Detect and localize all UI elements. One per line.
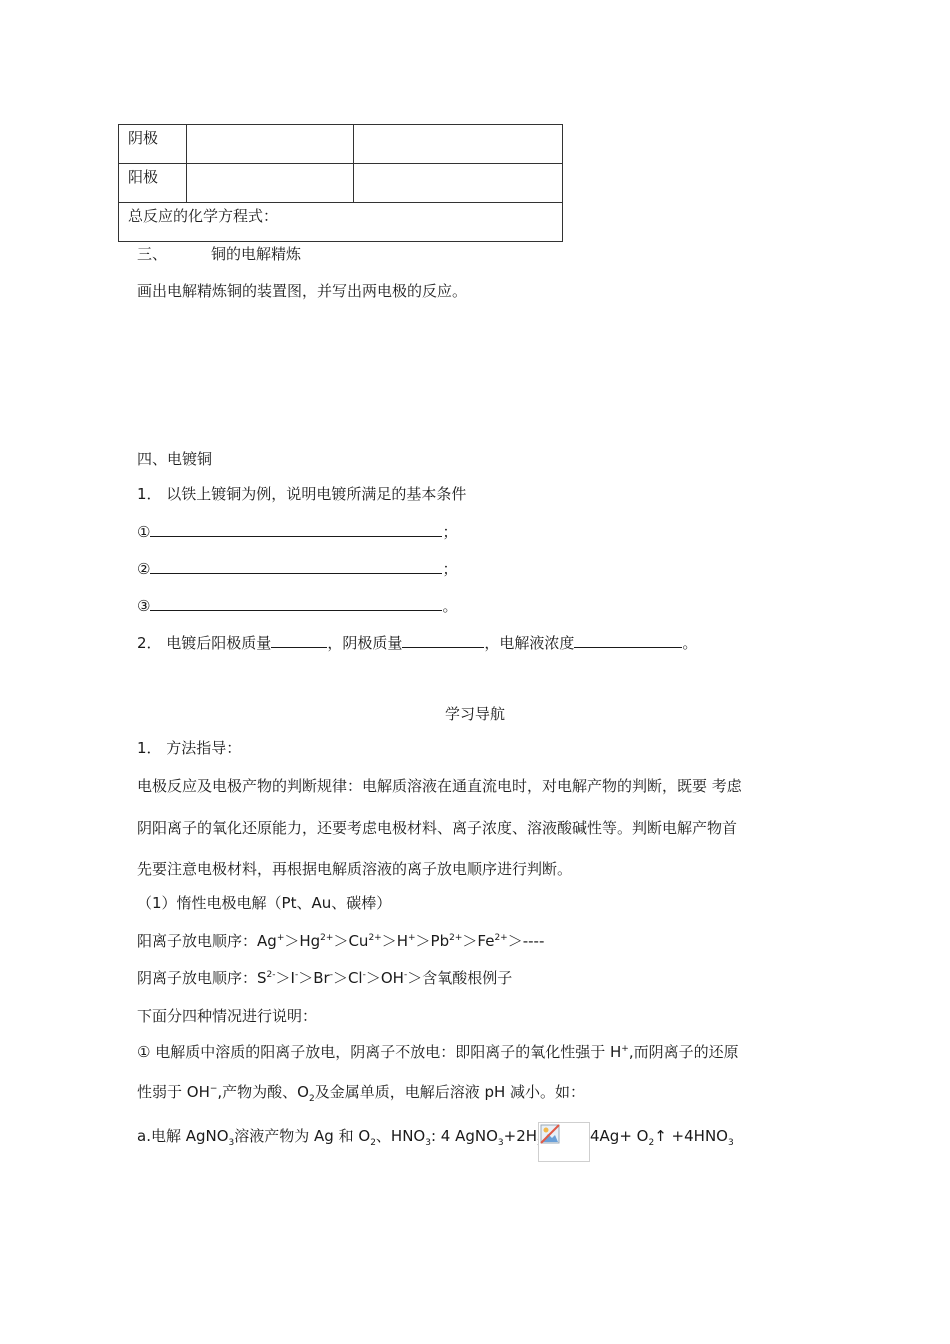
answer-blank[interactable]: [271, 632, 327, 648]
condition-3: ③ 。: [137, 597, 458, 615]
table-row: [119, 203, 563, 242]
cathode-label: 阴极: [119, 125, 187, 164]
answer-blank[interactable]: [574, 632, 682, 648]
guide-heading: 1． 方法指导：: [137, 739, 242, 757]
example-a: a.电解 AgNO$_3$溶液产物为 Ag 和 $O_2$、$HNO_3$: 4 AgNO$_3$+2H: [137, 1127, 538, 1148]
case1-line1: ① 电解质中溶质的阳离子放电，阴离子不放电：即阳离子的氧化性强于 H+,而阴离子的还原: [137, 1043, 739, 1061]
answer-blank[interactable]: [150, 595, 442, 611]
section4-question1: 1． 以铁上镀铜为例，说明电镀所满足的基本条件: [137, 485, 467, 503]
electrode-table: [118, 124, 563, 242]
section3-text: 画出电解精炼铜的装置图，并写出两电极的反应。: [137, 282, 468, 300]
condition-1: ① ；: [137, 523, 458, 541]
table-row: [119, 125, 563, 164]
section3-title: 铜的电解精炼: [211, 245, 302, 263]
answer-blank[interactable]: [402, 632, 484, 648]
example-a-products: $4Ag+ O_2↑ +4HNO_3$: [590, 1127, 734, 1148]
cases-intro: 下面分四种情况进行说明：: [137, 1007, 318, 1025]
table-cell: [354, 125, 563, 164]
section4-question2: 2． 电镀后阳极质量 ，阴极质量 ，电解液浓度 。: [137, 634, 698, 652]
table-cell: [187, 164, 354, 203]
condition-2: ② ；: [137, 560, 458, 578]
section3-heading: [137, 244, 301, 264]
answer-blank[interactable]: [150, 558, 442, 574]
inert-electrode-heading: （1）惰性电极电解（Pt、Au、碳棒）: [137, 894, 392, 912]
total-reaction-label: 总反应的化学方程式：: [119, 203, 563, 242]
anode-label: 阳极: [119, 164, 187, 203]
broken-image-icon: [538, 1122, 590, 1162]
section3-number: 三、: [137, 245, 168, 263]
guide-paragraph: 先要注意电极材料，再根据电解质溶液的离子放电顺序进行判断。: [137, 860, 573, 878]
guide-title: 学习导航: [444, 705, 505, 723]
case1-line2: 性弱于 OH−,产物为酸、$O_2$及金属单质，电解后溶液 pH 减小。如：: [137, 1083, 586, 1104]
table-cell: [354, 164, 563, 203]
guide-paragraph: 电极反应及电极产物的判断规律：电解质溶液在通直流电时，对电解产物的判断，既要 考虑: [137, 777, 742, 795]
answer-blank[interactable]: [150, 521, 442, 537]
section4-title: 四、电镀铜: [137, 450, 213, 468]
table-cell: [187, 125, 354, 164]
guide-paragraph: 阴阳离子的氧化还原能力，还要考虑电极材料、离子浓度、溶液酸碱性等。判断电解产物首: [137, 819, 738, 837]
table-row: [119, 164, 563, 203]
anion-order: 阴离子放电顺序：$S^{2-}>I^->Br^->Cl^->OH^->$含氧酸根例子: [137, 969, 513, 987]
cation-order: 阳离子放电顺序：$Ag^+>Hg^{2+}>Cu^{2+}>H^+>Pb^{2+}>Fe^{2+}>----$: [137, 932, 545, 950]
